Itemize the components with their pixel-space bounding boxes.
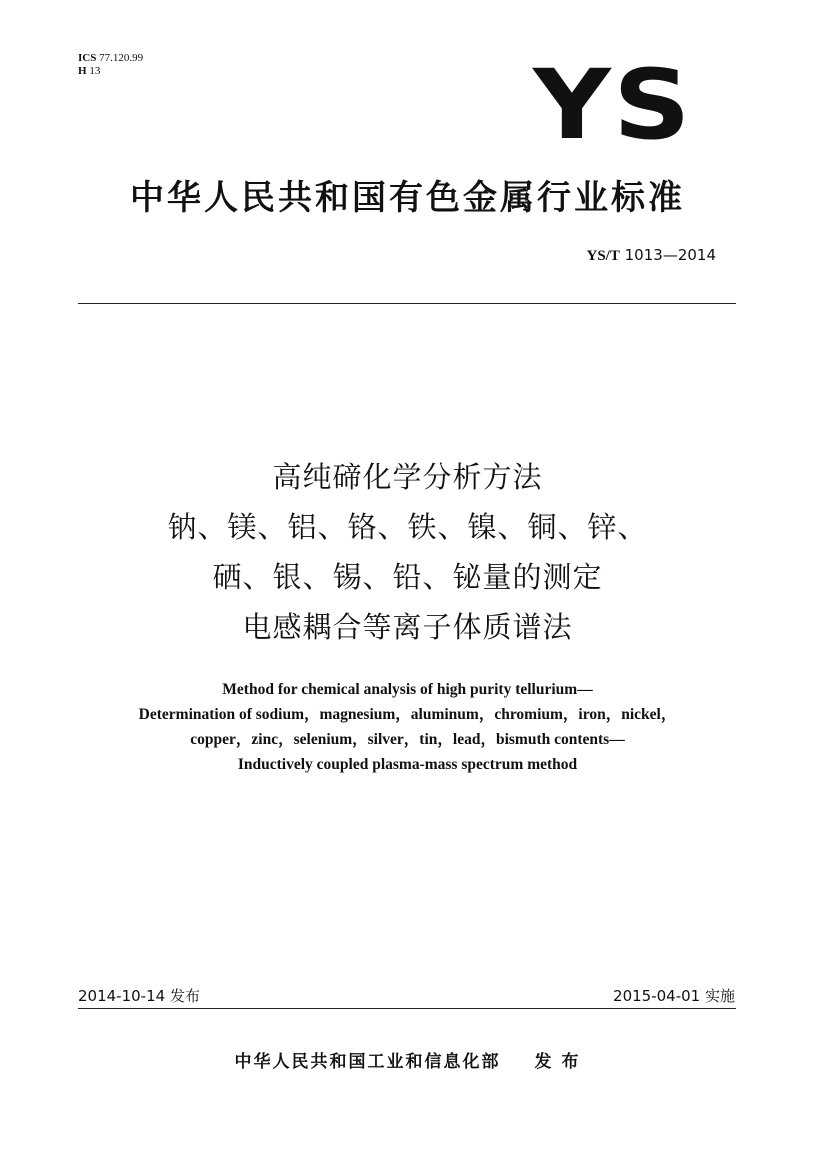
ys-logo: YS [533,49,693,161]
standard-number-value: 1013—2014 [624,246,716,264]
effective-date: 2015-04-01 实施 [613,987,735,1005]
ics-line [78,52,143,65]
classification-codes [78,52,143,78]
issuer-name: 中华人民共和国工业和信息化部 [234,1052,501,1072]
ics-prefix: ICS [78,52,97,64]
class-code: 13 [89,65,101,77]
chinese-title-line: 硒、银、锡、铅、铋量的测定 [212,560,603,594]
english-title-line: Inductively coupled plasma-mass spectrum method [237,756,578,773]
chinese-title-line: 钠、镁、铝、铬、铁、镍、铜、锌、 [167,510,648,544]
class-prefix: H [78,65,87,77]
header-divider [78,303,736,304]
english-title [0,677,815,777]
issuer-action: 发 布 [534,1052,581,1072]
class-line [78,65,143,78]
english-title-line: Determination of sodium，magnesium，aluminum，chromium，iron，nickel， [138,706,677,723]
chinese-title-line: 高纯碲化学分析方法 [272,460,543,494]
chinese-title-line: 电感耦合等离子体质谱法 [242,610,573,644]
standard-number-prefix: YS/T [586,248,620,264]
chinese-title [0,452,815,652]
standard-category-title: 中华人民共和国有色金属行业标准 [130,178,685,218]
publish-date: 2014-10-14 发布 [78,987,200,1005]
ics-code: 77.120.99 [99,52,144,64]
english-title-line: copper，zinc，selenium，silver，tin，lead，bismuth contents— [190,731,625,748]
issuer [0,1047,815,1072]
footer-divider [78,1008,736,1009]
english-title-line: Method for chemical analysis of high purity tellurium— [222,681,593,698]
standard-number [587,246,717,265]
